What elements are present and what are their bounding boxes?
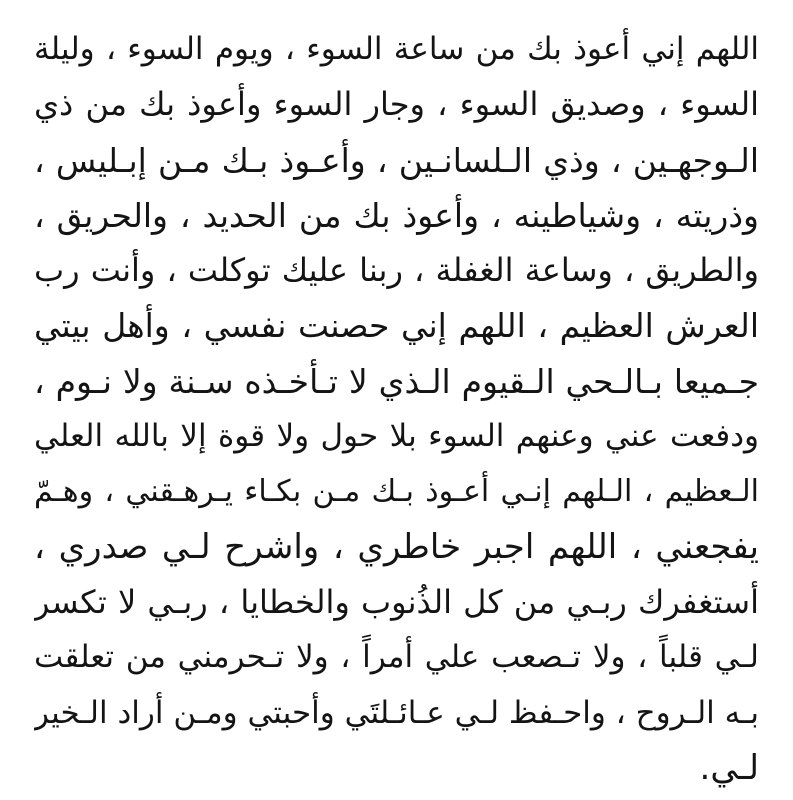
text-line-5: والطريق ، وساعة الغفلة ، ربنا عليك توكلت ، وأنت رب [34,251,759,290]
text-line-12: لـي قلباً ، ولا تـصعب علي أمراً ، ولا تـحرمني من تعلقت [34,639,759,676]
text-line-10: يفجعني ، اللهم اجبر خاطري ، واشرح لـي صدري ، [34,526,759,567]
text-line-6: العرش العظيم ، اللهم إني حصنت نفسي ، وأهل بيتي [34,306,759,346]
text-line-9: الـعظيم ، الـلهم إنـي أعـوذ بـك مـن بكـاء يـرهـقني ، وهـمّ [34,474,759,510]
text-line-14: لـي. [699,747,759,788]
text-line-4: وذريته ، وشياطينه ، وأعوذ بك من الحديد ، والحريق ، [34,195,759,235]
text-line-1: اللهم إني أعوذ بك من ساعة السوء ، ويوم السوء ، وليلة [34,31,759,67]
text-line-11: أستغفرك ربـي من كل الذُنوب والخطايا ، ربـي لا تكسر [34,582,759,621]
text-line-7: جـميعا بـالـحي الـقيوم الـذي لا تـأخـذه سـنة ولا نـوم ، [34,361,759,401]
text-line-8: ودفعت عني وعنهم السوء بلا حول ولا قوة إلا بالله العلي [34,418,759,455]
text-line-3: الـوجهـين ، وذي الـلسانـين ، وأعـوذ بـك مـن إبـليس ، [34,140,759,180]
text-line-2: السوء ، وصديق السوء ، وجار السوء وأعوذ بك من ذي [34,85,759,124]
dua-text-block [34,22,759,796]
text-line-13: بـه الـروح ، واحـفظ لـي عـائـلتَي وأحبتي ومـن أراد الـخير [34,694,759,731]
